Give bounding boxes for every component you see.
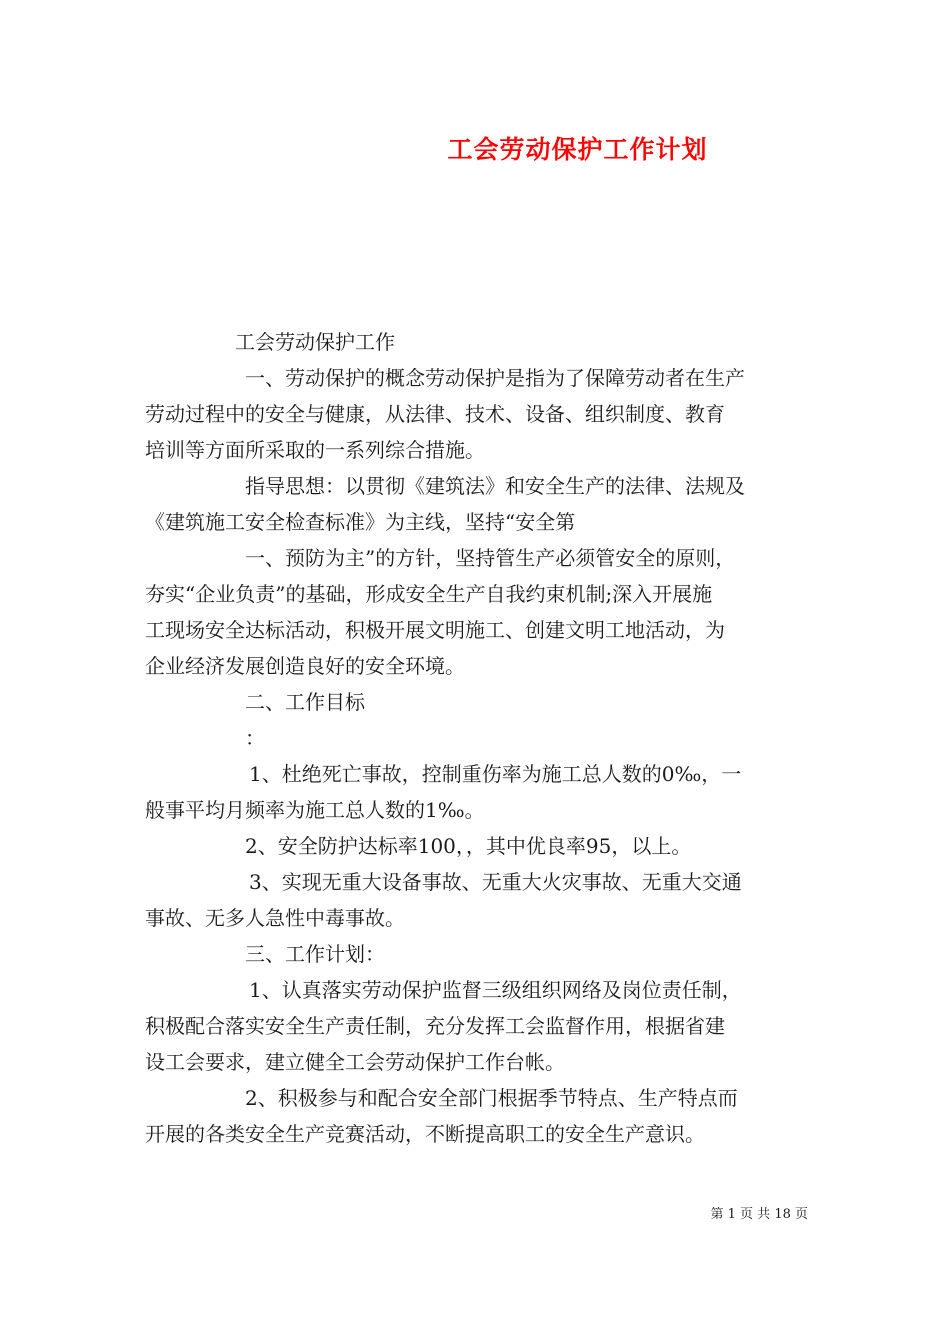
paragraph-line: 企业经济发展创造良好的安全环境。 <box>145 654 465 678</box>
paragraph-line: 《建筑施工安全检查标准》为主线，坚持“安全第 <box>145 510 576 534</box>
paragraph-line: 2、积极参与和配合安全部门根据季节特点、生产特点而 <box>245 1086 738 1110</box>
paragraph-line: 培训等方面所采取的一系列综合措施。 <box>145 438 485 462</box>
paragraph-line: 夯实“企业负责”的基础，形成安全生产自我约束机制;深入开展施 <box>145 582 713 606</box>
paragraph-line: 积极配合落实安全生产责任制，充分发挥工会监督作用，根据省建 <box>145 1014 725 1038</box>
paragraph-line: 3、实现无重大设备事故、无重大火灾事故、无重大交通 <box>249 870 742 894</box>
paragraph-line: 2、安全防护达标率100，，其中优良率95，以上。 <box>245 834 692 858</box>
paragraph-line: 劳动过程中的安全与健康，从法律、技术、设备、组织制度、教育 <box>145 402 725 426</box>
paragraph-line: 一、预防为主”的方针，坚持管生产必须管安全的原则， <box>245 546 736 570</box>
paragraph-line: 工现场安全达标活动，积极开展文明施工、创建文明工地活动，为 <box>145 618 725 642</box>
section-heading: 工会劳动保护工作 <box>235 330 395 354</box>
document-title: 工会劳动保护工作计划 <box>447 135 708 164</box>
paragraph-line: ： <box>245 726 265 750</box>
paragraph-line: 事故、无多人急性中毒事故。 <box>145 906 405 930</box>
paragraph-line: 1、杜绝死亡事故，控制重伤率为施工总人数的0‰，一 <box>249 762 742 786</box>
paragraph-line: 般事平均月频率为施工总人数的1‰。 <box>145 798 485 822</box>
document-body <box>145 324 813 1152</box>
paragraph-line: 指导思想：以贯彻《建筑法》和安全生产的法律、法规及 <box>245 474 745 498</box>
section-heading: 三、工作计划： <box>245 942 385 966</box>
paragraph-line: 设工会要求，建立健全工会劳动保护工作台帐。 <box>145 1050 565 1074</box>
section-heading: 二、工作目标 <box>245 690 365 714</box>
paragraph-line: 一、劳动保护的概念劳动保护是指为了保障劳动者在生产 <box>245 366 745 390</box>
page-number: 第 1 页 共 18 页 <box>710 1207 808 1222</box>
paragraph-line: 1、认真落实劳动保护监督三级组织网络及岗位责任制， <box>249 978 742 1002</box>
paragraph-line: 开展的各类安全生产竞赛活动，不断提高职工的安全生产意识。 <box>145 1122 705 1146</box>
